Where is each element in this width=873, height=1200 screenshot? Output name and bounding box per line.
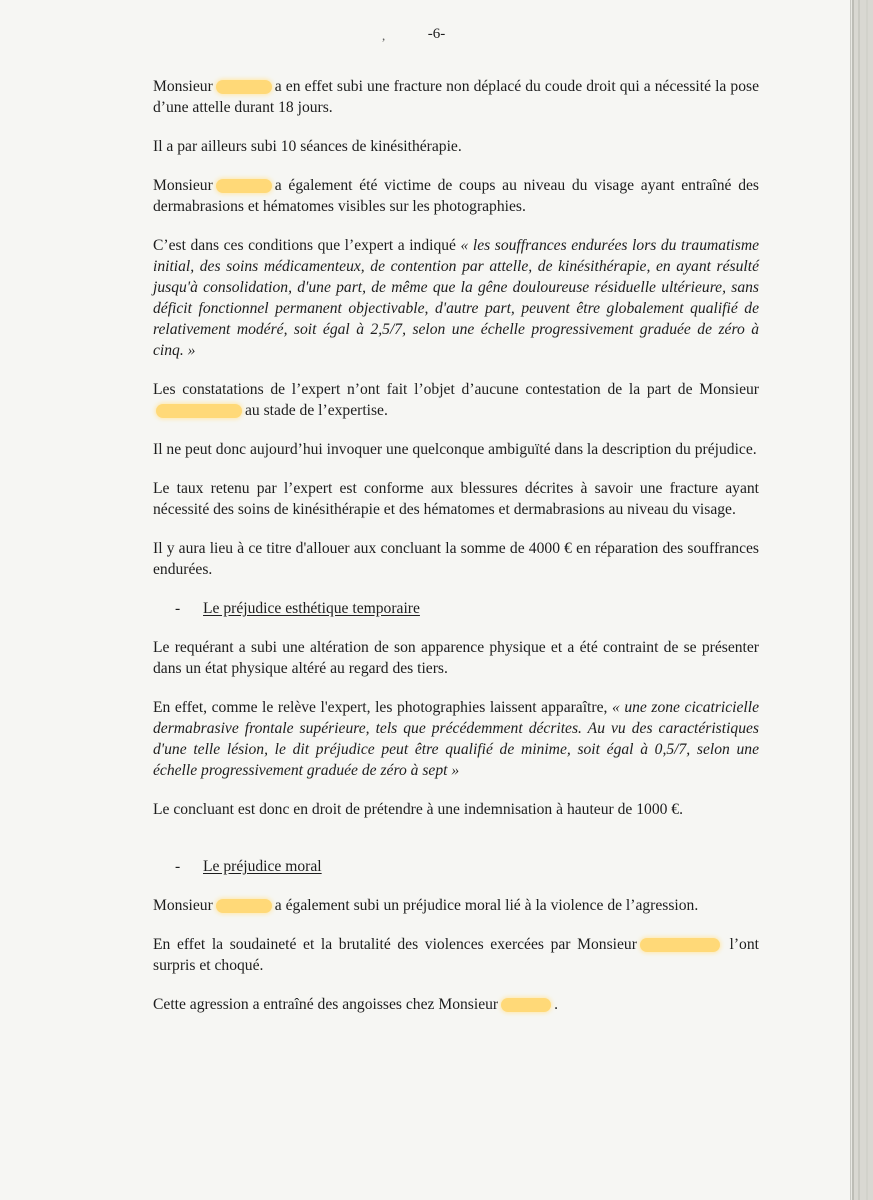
page-edge [852, 0, 854, 1200]
paragraph-angoisses: Cette agression a entraîné des angoisses chez Monsieur . [153, 996, 559, 1013]
stray-mark: , [382, 28, 386, 43]
redacted-name [216, 80, 272, 94]
redacted-name [501, 998, 551, 1012]
paragraph-constatations: Les constatations de l’expert n’ont fait l’objet d’aucune contestation de la part de Monsieurau stade de l’expertise. [153, 381, 759, 419]
paragraph-visage: Monsieur a également été victime de coups au niveau du visage ayant entraîné des dermabrasions et hématomes visibles sur les photographies. [153, 177, 759, 215]
expert-quote: « les souffrances endurées lors du traumatisme initial, des soins médicamenteux, de contention par attelle, de kinésithérapie, en ayant résulté jusqu'à consolidation, d'une part, de même que la gêne douloureuse résiduelle ultérieure, sans déficit fonctionnel permanent objectivable, d'autre part, peuvent être globalement qualifié de relativement modéré, soit égal à 2,5/7, selon une échelle progressivement graduée de zéro à cinq. » [153, 237, 759, 359]
paragraph-indemnisation: Le concluant est donc en droit de prétendre à une indemnisation à hauteur de 1000 €. [153, 801, 684, 818]
paragraph-taux: Le taux retenu par l’expert est conforme aux blessures décrites à savoir une fracture ayant nécessité des soins de kinésithérapie et des hématomes et dermabrasions au niveau du visage. [153, 480, 759, 518]
section-heading-moral: - Le préjudice moral [175, 858, 322, 875]
section-heading-esthetique: - Le préjudice esthétique temporaire [175, 600, 420, 617]
page-number: -6- [427, 26, 446, 42]
page-edge [858, 0, 860, 1200]
paragraph-expert-quote: C’est dans ces conditions que l’expert a indiqué « les souffrances endurées lors du traumatisme initial, des soins médicamenteux, de contention par attelle, de kinésithérapie, en ayant résulté jusqu'à consolidation, d'une part, de même que la gêne douloureuse résiduelle ultérieure, sans déficit fonctionnel permanent objectivable, d'autre part, peuvent être globalement qualifié de relativement modéré, soit égal à 2,5/7, selon une échelle progressivement graduée de zéro à cinq. » [153, 237, 759, 359]
paragraph-alteration: Le requérant a subi une altération de son apparence physique et a été contraint de se présenter dans un état physique altéré au regard des tiers. [153, 639, 759, 677]
document-body [153, 76, 759, 1033]
redacted-name [216, 899, 272, 913]
paragraph-allocation-souffrances: Il y aura lieu à ce titre d'allouer aux concluant la somme de 4000 € en réparation des souffrances endurées. [153, 540, 759, 578]
redacted-name [640, 938, 720, 952]
paragraph-soudainete: En effet la soudaineté et la brutalité des violences exercées par Monsieur l’ont surpris et choqué. [153, 936, 759, 974]
paragraph-photographies: En effet, comme le relève l'expert, les photographies laissent apparaître, « une zone cicatricielle dermabrasive frontale supérieure, tels que précédemment décrites. Au vu des caractéristiques d'une telle lésion, le dit préjudice peut être qualifié de minime, soit égal à 0,5/7, selon une échelle progressivement graduée de zéro à sept » [153, 699, 759, 779]
page-edge [866, 0, 868, 1200]
redacted-name [216, 179, 272, 193]
paragraph-fracture: Monsieur a en effet subi une fracture non déplacé du coude droit qui a nécessité la pose d’une attelle durant 18 jours. [153, 78, 759, 116]
redacted-name [156, 404, 242, 418]
paragraph-ambiguite: Il ne peut donc aujourd’hui invoquer une quelconque ambiguïté dans la description du préjudice. [153, 441, 757, 458]
paragraph-kine: Il a par ailleurs subi 10 séances de kinésithérapie. [153, 138, 462, 155]
paragraph-prejudice-moral: Monsieur a également subi un préjudice moral lié à la violence de l’agression. [153, 897, 699, 914]
expert-quote-esthetique: « une zone cicatricielle dermabrasive frontale supérieure, tels que précédemment décrites. Au vu des caractéristiques d'une telle lésion, le dit préjudice peut être qualifié de minime, soit égal à 0,5/7, selon une échelle progressivement graduée de zéro à sept » [153, 699, 759, 779]
